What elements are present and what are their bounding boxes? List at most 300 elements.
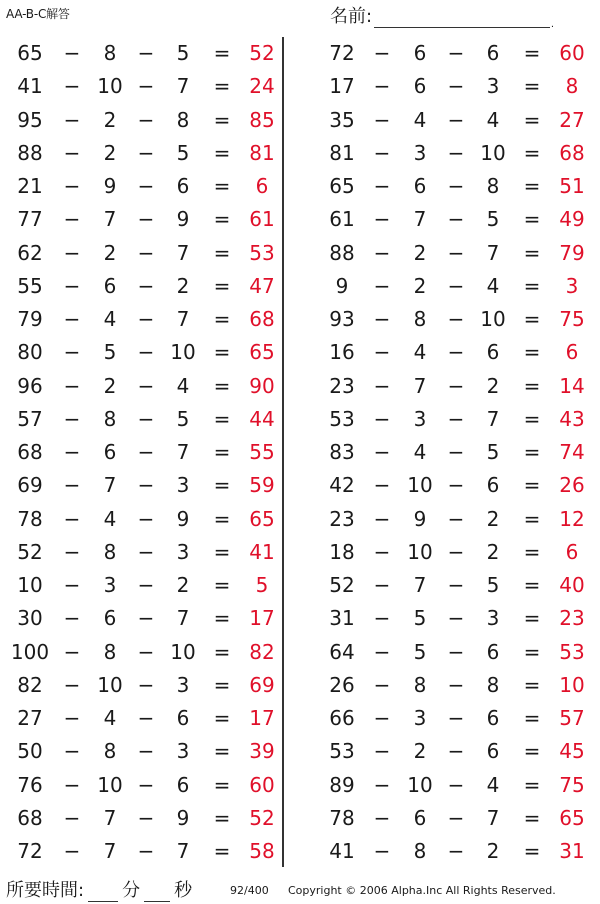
second-operand: 4 <box>413 107 427 132</box>
minus-sign: − <box>447 805 465 830</box>
answer: 17 <box>249 606 275 631</box>
equals-sign: = <box>523 440 541 464</box>
problem-row <box>312 835 600 868</box>
first-operand: 21 <box>17 174 43 198</box>
answer: 31 <box>559 839 585 863</box>
equals-sign: = <box>213 406 231 431</box>
minus-sign: − <box>63 606 81 631</box>
left-problem-column <box>0 37 290 868</box>
page-number: 92/400 <box>230 884 269 897</box>
problem-row <box>0 602 290 635</box>
first-operand: 62 <box>17 240 43 265</box>
problem-row <box>312 636 600 669</box>
third-operand: 4 <box>176 373 190 398</box>
minus-sign: − <box>447 772 465 797</box>
second-operand: 6 <box>103 440 117 464</box>
minus-sign: − <box>63 373 81 398</box>
second-operand: 4 <box>103 506 117 531</box>
minus-sign: − <box>447 473 465 498</box>
first-operand: 27 <box>17 706 43 730</box>
third-operand: 9 <box>176 805 190 830</box>
third-operand: 4 <box>486 772 500 797</box>
equals-sign: = <box>213 307 231 331</box>
third-operand: 7 <box>486 240 500 265</box>
answer: 14 <box>559 373 585 398</box>
minutes-unit: 分 <box>122 880 141 901</box>
first-operand: 41 <box>329 839 355 863</box>
time-label: 所要時間: <box>6 880 85 901</box>
problem-row <box>312 469 600 502</box>
third-operand: 5 <box>486 207 500 232</box>
first-operand: 88 <box>17 140 43 165</box>
third-operand: 8 <box>176 107 190 132</box>
answer: 74 <box>559 440 585 464</box>
equals-sign: = <box>213 473 231 498</box>
equals-sign: = <box>523 672 541 697</box>
equals-sign: = <box>523 506 541 531</box>
answer: 49 <box>559 207 585 232</box>
first-operand: 41 <box>17 74 43 99</box>
third-operand: 2 <box>176 273 190 298</box>
problem-row <box>0 702 290 735</box>
second-operand: 7 <box>413 207 427 232</box>
minus-sign: − <box>373 307 391 331</box>
problem-row <box>312 702 600 735</box>
equals-sign: = <box>213 273 231 298</box>
minus-sign: − <box>373 140 391 165</box>
problem-row <box>0 503 290 536</box>
problem-row <box>0 769 290 802</box>
third-operand: 10 <box>480 140 506 165</box>
seconds-blank[interactable] <box>144 883 170 902</box>
answer: 24 <box>249 74 275 99</box>
equals-sign: = <box>523 573 541 597</box>
third-operand: 3 <box>486 606 500 631</box>
equals-sign: = <box>523 140 541 165</box>
answer: 60 <box>559 41 585 65</box>
minutes-blank[interactable] <box>88 883 118 902</box>
answer: 61 <box>249 207 275 232</box>
minus-sign: − <box>137 473 155 498</box>
second-operand: 10 <box>407 473 433 498</box>
problem-row <box>312 735 600 768</box>
equals-sign: = <box>523 739 541 764</box>
worksheet-title: AA-B-C解答 <box>6 7 70 21</box>
minus-sign: − <box>447 606 465 631</box>
third-operand: 10 <box>170 639 196 664</box>
third-operand: 5 <box>486 440 500 464</box>
minus-sign: − <box>63 240 81 265</box>
second-operand: 10 <box>97 772 123 797</box>
first-operand: 31 <box>329 606 355 631</box>
equals-sign: = <box>213 107 231 132</box>
answer: 39 <box>249 739 275 764</box>
minus-sign: − <box>447 440 465 464</box>
second-operand: 7 <box>103 207 117 232</box>
first-operand: 69 <box>17 473 43 498</box>
answer: 68 <box>249 307 275 331</box>
problem-row <box>312 37 600 70</box>
minus-sign: − <box>373 539 391 564</box>
minus-sign: − <box>137 207 155 232</box>
first-operand: 17 <box>329 74 355 99</box>
first-operand: 78 <box>329 805 355 830</box>
minus-sign: − <box>137 307 155 331</box>
minus-sign: − <box>137 373 155 398</box>
third-operand: 8 <box>486 672 500 697</box>
minus-sign: − <box>447 74 465 99</box>
answer: 75 <box>559 772 585 797</box>
minus-sign: − <box>447 240 465 265</box>
problem-row <box>312 303 600 336</box>
second-operand: 3 <box>103 573 117 597</box>
minus-sign: − <box>137 340 155 365</box>
minus-sign: − <box>137 273 155 298</box>
minus-sign: − <box>447 706 465 730</box>
problem-row <box>0 536 290 569</box>
second-operand: 5 <box>413 639 427 664</box>
answer: 55 <box>249 440 275 464</box>
problem-row <box>0 336 290 369</box>
problem-row <box>312 503 600 536</box>
first-operand: 83 <box>329 440 355 464</box>
problem-row <box>312 137 600 170</box>
minus-sign: − <box>447 41 465 65</box>
equals-sign: = <box>523 207 541 232</box>
third-operand: 7 <box>176 307 190 331</box>
first-operand: 100 <box>10 639 50 664</box>
minus-sign: − <box>137 706 155 730</box>
answer: 52 <box>249 805 275 830</box>
third-operand: 6 <box>486 473 500 498</box>
third-operand: 6 <box>486 706 500 730</box>
minus-sign: − <box>137 140 155 165</box>
problem-row <box>0 270 290 303</box>
first-operand: 61 <box>329 207 355 232</box>
minus-sign: − <box>63 805 81 830</box>
equals-sign: = <box>213 140 231 165</box>
minus-sign: − <box>63 539 81 564</box>
problem-row <box>312 536 600 569</box>
minus-sign: − <box>63 307 81 331</box>
answer: 5 <box>255 573 269 597</box>
minus-sign: − <box>63 706 81 730</box>
third-operand: 7 <box>176 240 190 265</box>
second-operand: 8 <box>103 41 117 65</box>
equals-sign: = <box>213 41 231 65</box>
answer: 27 <box>559 107 585 132</box>
seconds-unit: 秒 <box>174 880 193 901</box>
minus-sign: − <box>447 739 465 764</box>
minus-sign: − <box>447 839 465 863</box>
third-operand: 7 <box>176 606 190 631</box>
second-operand: 6 <box>103 606 117 631</box>
third-operand: 7 <box>176 74 190 99</box>
equals-sign: = <box>523 107 541 132</box>
second-operand: 6 <box>413 41 427 65</box>
name-dot: . <box>550 19 555 30</box>
third-operand: 2 <box>486 506 500 531</box>
minus-sign: − <box>63 473 81 498</box>
answer: 69 <box>249 672 275 697</box>
minus-sign: − <box>137 839 155 863</box>
equals-sign: = <box>523 805 541 830</box>
problem-row <box>0 303 290 336</box>
name-blank-line[interactable] <box>374 11 555 30</box>
minus-sign: − <box>137 107 155 132</box>
problem-row <box>0 436 290 469</box>
minus-sign: − <box>137 240 155 265</box>
minus-sign: − <box>447 340 465 365</box>
equals-sign: = <box>523 74 541 99</box>
minus-sign: − <box>447 140 465 165</box>
third-operand: 10 <box>480 307 506 331</box>
problem-row <box>312 270 600 303</box>
minus-sign: − <box>137 506 155 531</box>
second-operand: 2 <box>103 373 117 398</box>
minus-sign: − <box>373 240 391 265</box>
second-operand: 3 <box>413 706 427 730</box>
second-operand: 8 <box>413 839 427 863</box>
second-operand: 4 <box>413 340 427 365</box>
minus-sign: − <box>63 639 81 664</box>
answer: 85 <box>249 107 275 132</box>
second-operand: 7 <box>413 573 427 597</box>
second-operand: 10 <box>97 74 123 99</box>
minus-sign: − <box>447 406 465 431</box>
minus-sign: − <box>137 639 155 664</box>
equals-sign: = <box>213 373 231 398</box>
first-operand: 16 <box>329 340 355 365</box>
minus-sign: − <box>137 539 155 564</box>
problem-row <box>312 403 600 436</box>
third-operand: 4 <box>486 273 500 298</box>
second-operand: 6 <box>413 74 427 99</box>
equals-sign: = <box>213 539 231 564</box>
second-operand: 6 <box>413 805 427 830</box>
answer: 65 <box>559 805 585 830</box>
first-operand: 57 <box>17 406 43 431</box>
answer: 58 <box>249 839 275 863</box>
first-operand: 18 <box>329 539 355 564</box>
first-operand: 26 <box>329 672 355 697</box>
minus-sign: − <box>63 340 81 365</box>
problem-row <box>0 137 290 170</box>
equals-sign: = <box>213 839 231 863</box>
problem-row <box>312 436 600 469</box>
second-operand: 10 <box>407 772 433 797</box>
problem-row <box>312 237 600 270</box>
minus-sign: − <box>373 839 391 863</box>
problem-row <box>0 37 290 70</box>
second-operand: 2 <box>103 107 117 132</box>
answer: 81 <box>249 140 275 165</box>
minus-sign: − <box>373 606 391 631</box>
problem-row <box>0 835 290 868</box>
equals-sign: = <box>213 772 231 797</box>
minus-sign: − <box>63 207 81 232</box>
problem-row <box>0 669 290 702</box>
first-operand: 88 <box>329 240 355 265</box>
minus-sign: − <box>447 539 465 564</box>
minus-sign: − <box>373 273 391 298</box>
copyright-notice: Copyright © 2006 Alpha.Inc All Rights Reserved. <box>288 884 556 897</box>
first-operand: 68 <box>17 440 43 464</box>
second-operand: 4 <box>103 307 117 331</box>
problem-row <box>0 237 290 270</box>
second-operand: 10 <box>407 539 433 564</box>
answer: 6 <box>255 174 269 198</box>
second-operand: 5 <box>103 340 117 365</box>
equals-sign: = <box>213 240 231 265</box>
third-operand: 2 <box>486 539 500 564</box>
minus-sign: − <box>63 573 81 597</box>
minus-sign: − <box>63 672 81 697</box>
third-operand: 7 <box>486 406 500 431</box>
minus-sign: − <box>63 174 81 198</box>
first-operand: 65 <box>329 174 355 198</box>
first-operand: 55 <box>17 273 43 298</box>
name-label: 名前: <box>330 6 373 27</box>
answer: 53 <box>559 639 585 664</box>
minus-sign: − <box>373 639 391 664</box>
equals-sign: = <box>523 706 541 730</box>
second-operand: 4 <box>413 440 427 464</box>
equals-sign: = <box>523 639 541 664</box>
minus-sign: − <box>63 739 81 764</box>
equals-sign: = <box>213 606 231 631</box>
equals-sign: = <box>523 473 541 498</box>
answer: 3 <box>565 273 579 298</box>
third-operand: 3 <box>176 739 190 764</box>
answer: 75 <box>559 307 585 331</box>
minus-sign: − <box>373 672 391 697</box>
second-operand: 3 <box>413 406 427 431</box>
answer: 60 <box>249 772 275 797</box>
third-operand: 6 <box>486 639 500 664</box>
minus-sign: − <box>63 839 81 863</box>
equals-sign: = <box>213 340 231 365</box>
answer: 90 <box>249 373 275 398</box>
minus-sign: − <box>63 506 81 531</box>
third-operand: 4 <box>486 107 500 132</box>
problem-row <box>312 602 600 635</box>
equals-sign: = <box>523 406 541 431</box>
answer: 23 <box>559 606 585 631</box>
first-operand: 65 <box>17 41 43 65</box>
first-operand: 77 <box>17 207 43 232</box>
first-operand: 79 <box>17 307 43 331</box>
equals-sign: = <box>523 373 541 398</box>
answer: 12 <box>559 506 585 531</box>
minus-sign: − <box>447 506 465 531</box>
minus-sign: − <box>137 772 155 797</box>
answer: 51 <box>559 174 585 198</box>
equals-sign: = <box>213 506 231 531</box>
second-operand: 5 <box>413 606 427 631</box>
equals-sign: = <box>213 74 231 99</box>
problem-row <box>0 70 290 103</box>
first-operand: 66 <box>329 706 355 730</box>
minus-sign: − <box>373 440 391 464</box>
minus-sign: − <box>137 805 155 830</box>
minus-sign: − <box>447 573 465 597</box>
equals-sign: = <box>523 273 541 298</box>
equals-sign: = <box>523 340 541 365</box>
third-operand: 2 <box>176 573 190 597</box>
third-operand: 8 <box>486 174 500 198</box>
third-operand: 6 <box>176 706 190 730</box>
answer: 6 <box>565 539 579 564</box>
equals-sign: = <box>213 739 231 764</box>
problem-row <box>312 104 600 137</box>
minus-sign: − <box>137 573 155 597</box>
third-operand: 6 <box>486 41 500 65</box>
problem-row <box>0 370 290 403</box>
equals-sign: = <box>213 440 231 464</box>
third-operand: 7 <box>176 839 190 863</box>
third-operand: 6 <box>176 174 190 198</box>
equals-sign: = <box>523 240 541 265</box>
answer: 17 <box>249 706 275 730</box>
second-operand: 4 <box>103 706 117 730</box>
third-operand: 2 <box>486 839 500 863</box>
minus-sign: − <box>137 174 155 198</box>
first-operand: 52 <box>17 539 43 564</box>
third-operand: 3 <box>176 672 190 697</box>
first-operand: 30 <box>17 606 43 631</box>
second-operand: 7 <box>103 805 117 830</box>
problem-row <box>0 469 290 502</box>
third-operand: 6 <box>176 772 190 797</box>
second-operand: 2 <box>103 240 117 265</box>
third-operand: 9 <box>176 207 190 232</box>
first-operand: 72 <box>17 839 43 863</box>
third-operand: 2 <box>486 373 500 398</box>
answer: 45 <box>559 739 585 764</box>
answer: 6 <box>565 340 579 365</box>
equals-sign: = <box>523 606 541 631</box>
equals-sign: = <box>523 539 541 564</box>
minus-sign: − <box>373 573 391 597</box>
first-operand: 68 <box>17 805 43 830</box>
minus-sign: − <box>373 739 391 764</box>
minus-sign: − <box>137 739 155 764</box>
first-operand: 52 <box>329 573 355 597</box>
third-operand: 7 <box>176 440 190 464</box>
second-operand: 9 <box>103 174 117 198</box>
answer: 68 <box>559 140 585 165</box>
minus-sign: − <box>447 672 465 697</box>
minus-sign: − <box>373 772 391 797</box>
minus-sign: − <box>373 506 391 531</box>
problem-row <box>0 735 290 768</box>
third-operand: 3 <box>176 539 190 564</box>
first-operand: 50 <box>17 739 43 764</box>
second-operand: 8 <box>103 639 117 664</box>
problem-row <box>312 370 600 403</box>
answer: 41 <box>249 539 275 564</box>
first-operand: 95 <box>17 107 43 132</box>
minus-sign: − <box>373 107 391 132</box>
first-operand: 93 <box>329 307 355 331</box>
minus-sign: − <box>447 273 465 298</box>
minus-sign: − <box>137 74 155 99</box>
second-operand: 2 <box>413 240 427 265</box>
minus-sign: − <box>137 606 155 631</box>
minus-sign: − <box>63 140 81 165</box>
problem-row <box>312 769 600 802</box>
